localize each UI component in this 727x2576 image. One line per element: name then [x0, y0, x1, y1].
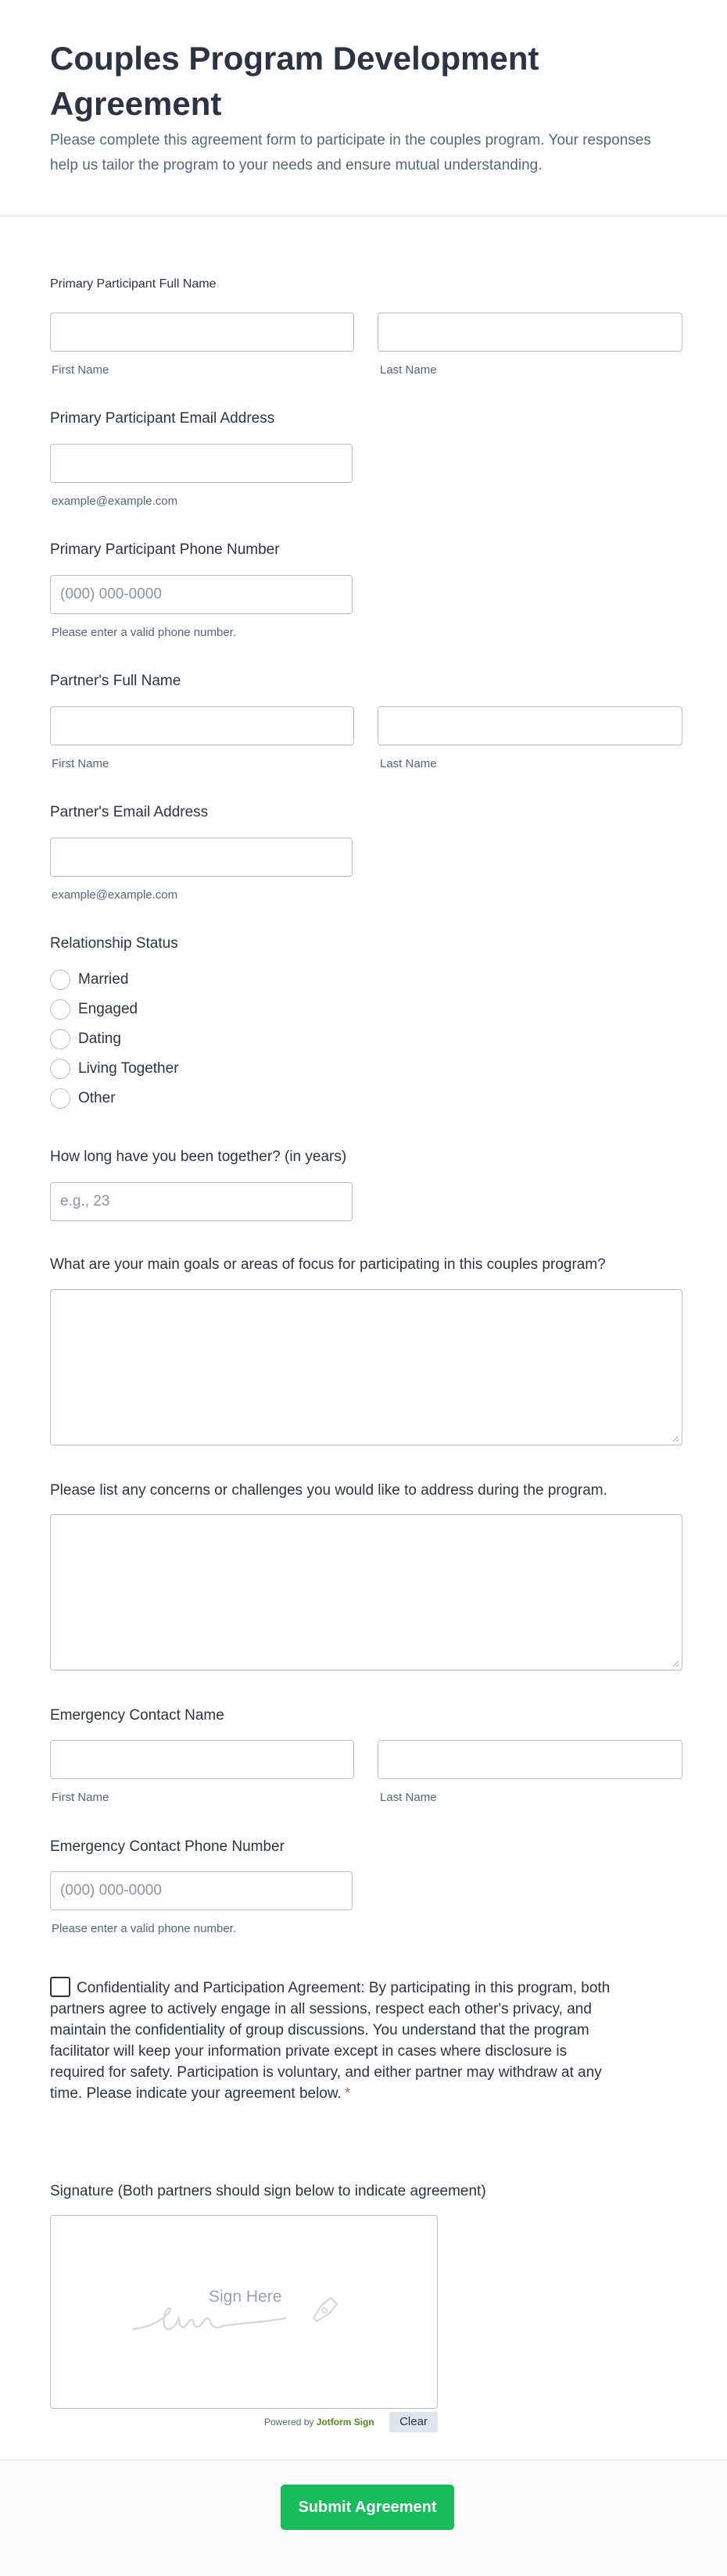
primary-phone-input[interactable]: (000) 000-0000 [50, 575, 353, 614]
resize-handle-icon[interactable] [672, 1660, 679, 1667]
radio-label: Engaged [78, 1001, 138, 1017]
form-footer [0, 2460, 727, 2576]
partner-first-name-input[interactable] [50, 706, 354, 745]
goals-label: What are your main goals or areas of focus for participating in this couples program? [50, 1256, 606, 1273]
radio-button[interactable] [50, 1088, 70, 1109]
clear-signature-button[interactable]: Clear [389, 2412, 438, 2432]
partner-email-label: Partner's Email Address [50, 804, 209, 820]
partner-first-name-sublabel: First Name [52, 757, 109, 770]
emergency-name-label: Emergency Contact Name [50, 1707, 224, 1724]
powered-by [264, 2417, 374, 2428]
goals-textarea[interactable] [50, 1289, 682, 1445]
signature-placeholder: Sign Here [209, 2288, 282, 2306]
radio-option-engaged[interactable] [50, 998, 138, 1021]
consent-text: Confidentiality and Participation Agreement: By participating in this program, both partners agree to actively engage in all sessions, respect each other's privacy, and maintain the confidentiality of group discussions. You understand that the program facilitator will keep your information private except in cases where disclosure is required for safety. Participation is voluntary, and either partner may withdraw at any time. Please indicate your agreement below. [50, 1980, 611, 2102]
primary-email-label: Primary Participant Email Address [50, 410, 275, 427]
emergency-last-name-sublabel: Last Name [380, 1791, 437, 1804]
radio-button[interactable] [50, 1029, 70, 1049]
emergency-last-name-input[interactable] [378, 1740, 682, 1779]
primary-phone-label: Primary Participant Phone Number [50, 541, 280, 558]
form-title: Couples Program Development Agreement [50, 40, 539, 122]
partner-email-input[interactable] [50, 838, 353, 877]
primary-phone-sublabel: Please enter a valid phone number. [52, 626, 236, 639]
consent-checkbox[interactable] [50, 1977, 70, 1997]
radio-option-married[interactable] [50, 968, 128, 991]
radio-option-living-together[interactable] [50, 1057, 179, 1081]
primary-first-name-sublabel: First Name [52, 363, 109, 377]
primary-email-sublabel: example@example.com [52, 495, 178, 508]
emergency-phone-label: Emergency Contact Phone Number [50, 1838, 285, 1855]
resize-handle-icon[interactable] [672, 1435, 679, 1442]
partner-name-label: Partner's Full Name [50, 673, 181, 689]
relationship-status-label: Relationship Status [50, 935, 178, 952]
radio-label: Married [78, 971, 129, 988]
signature-label: Signature (Both partners should sign below to indicate agreement) [50, 2183, 486, 2199]
radio-button[interactable] [50, 999, 70, 1020]
emergency-first-name-input[interactable] [50, 1740, 354, 1779]
primary-last-name-sublabel: Last Name [380, 363, 437, 377]
form-header [0, 0, 727, 216]
partner-email-sublabel: example@example.com [52, 888, 178, 902]
concerns-label: Please list any concerns or challenges you would like to address during the program. [50, 1482, 607, 1499]
years-together-label: How long have you been together? (in years) [50, 1149, 347, 1165]
years-together-input[interactable]: e.g., 23 [50, 1182, 353, 1221]
submit-button[interactable]: Submit Agreement [281, 2485, 454, 2530]
emergency-first-name-sublabel: First Name [52, 1791, 109, 1804]
consent-field [50, 1977, 613, 2104]
primary-first-name-input[interactable] [50, 313, 354, 352]
radio-option-dating[interactable] [50, 1027, 121, 1051]
powered-by-prefix: Powered by [264, 2417, 314, 2428]
primary-last-name-input[interactable] [378, 313, 682, 352]
primary-name-label: Primary Participant Full Name [50, 277, 217, 291]
powered-by-brand[interactable]: Jotform Sign [316, 2417, 374, 2428]
radio-label: Other [78, 1090, 116, 1106]
emergency-phone-input[interactable]: (000) 000-0000 [50, 1871, 353, 1910]
radio-button[interactable] [50, 970, 70, 990]
emergency-phone-sublabel: Please enter a valid phone number. [52, 1922, 236, 1935]
concerns-textarea[interactable] [50, 1514, 682, 1670]
required-mark: * [344, 2085, 351, 2102]
form-description: Please complete this agreement form to participate in the couples program. Your responses help us tailor the program to your needs and ensure mutual understanding. [50, 132, 651, 173]
radio-button[interactable] [50, 1059, 70, 1079]
partner-last-name-input[interactable] [378, 706, 682, 745]
radio-label: Dating [78, 1031, 121, 1047]
radio-option-other[interactable] [50, 1087, 116, 1110]
signature-pad[interactable] [50, 2215, 438, 2409]
partner-last-name-sublabel: Last Name [380, 757, 437, 770]
radio-label: Living Together [78, 1060, 179, 1077]
primary-email-input[interactable] [50, 444, 353, 483]
